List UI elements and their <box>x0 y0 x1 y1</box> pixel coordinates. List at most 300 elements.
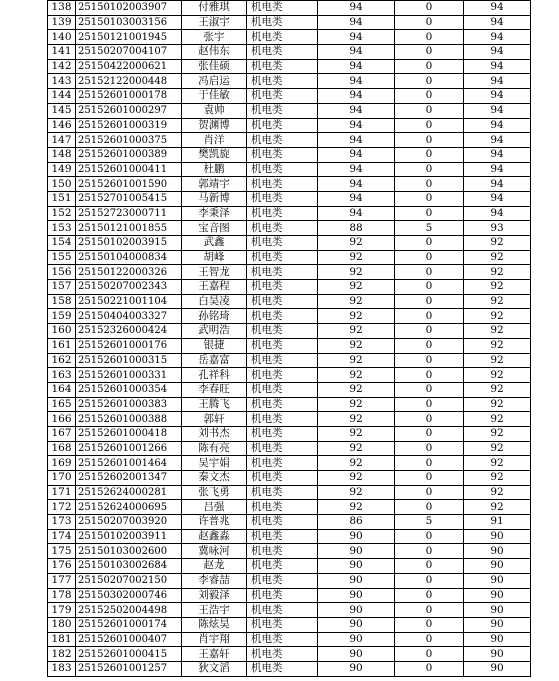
bonus-cell: 0 <box>395 147 464 162</box>
candidate-id-cell: 25150102003915 <box>76 236 182 251</box>
category-cell: 机电类 <box>247 265 318 280</box>
table-row <box>48 15 531 30</box>
score-cell: 92 <box>318 456 395 471</box>
score-cell: 92 <box>318 265 395 280</box>
category-cell: 机电类 <box>247 59 318 74</box>
candidate-id-cell: 25152601000418 <box>76 426 182 441</box>
total-cell: 90 <box>464 559 531 574</box>
total-cell: 94 <box>464 30 531 45</box>
category-cell: 机电类 <box>247 45 318 60</box>
bonus-cell: 0 <box>395 15 464 30</box>
category-cell: 机电类 <box>247 515 318 530</box>
bonus-cell: 0 <box>395 45 464 60</box>
candidate-name-cell: 李睿喆 <box>182 573 247 588</box>
category-cell: 机电类 <box>247 573 318 588</box>
candidate-id-cell: 25152601001590 <box>76 177 182 192</box>
candidate-name-cell: 冀咏河 <box>182 544 247 559</box>
candidate-id-cell: 25152601000174 <box>76 617 182 632</box>
table-row <box>48 500 531 515</box>
candidate-id-cell: 25152601000176 <box>76 338 182 353</box>
table-row <box>48 324 531 339</box>
table-row <box>48 147 531 162</box>
candidate-id-cell: 25152601001464 <box>76 456 182 471</box>
table-row <box>48 603 531 618</box>
candidate-id-cell: 25150103002600 <box>76 544 182 559</box>
total-cell: 94 <box>464 162 531 177</box>
category-cell: 机电类 <box>247 661 318 676</box>
bonus-cell: 0 <box>395 118 464 133</box>
bonus-cell: 0 <box>395 441 464 456</box>
candidate-name-cell: 王腾飞 <box>182 397 247 412</box>
row-number-cell: 145 <box>48 103 76 118</box>
total-cell: 94 <box>464 177 531 192</box>
candidate-name-cell: 于佳敏 <box>182 89 247 104</box>
table-row <box>48 647 531 662</box>
table-row <box>48 59 531 74</box>
candidate-id-cell: 25152601001266 <box>76 441 182 456</box>
table-row <box>48 632 531 647</box>
row-number-cell: 159 <box>48 309 76 324</box>
total-cell: 94 <box>464 74 531 89</box>
candidate-name-cell: 孙铭琦 <box>182 309 247 324</box>
row-number-cell: 177 <box>48 573 76 588</box>
score-cell: 88 <box>318 221 395 236</box>
total-cell: 92 <box>464 265 531 280</box>
category-cell: 机电类 <box>247 353 318 368</box>
row-number-cell: 143 <box>48 74 76 89</box>
total-cell: 94 <box>464 147 531 162</box>
score-cell: 94 <box>318 118 395 133</box>
candidate-id-cell: 25150104000834 <box>76 250 182 265</box>
total-cell: 92 <box>464 294 531 309</box>
candidate-name-cell: 宝音图 <box>182 221 247 236</box>
total-cell: 92 <box>464 485 531 500</box>
candidate-id-cell: 25150422000621 <box>76 59 182 74</box>
total-cell: 94 <box>464 133 531 148</box>
table-row <box>48 353 531 368</box>
candidate-name-cell: 肖洋 <box>182 133 247 148</box>
candidate-name-cell: 赵鑫淼 <box>182 529 247 544</box>
table-row <box>48 544 531 559</box>
row-number-cell: 165 <box>48 397 76 412</box>
category-cell: 机电类 <box>247 280 318 295</box>
category-cell: 机电类 <box>247 162 318 177</box>
bonus-cell: 0 <box>395 1 464 16</box>
row-number-cell: 163 <box>48 368 76 383</box>
total-cell: 92 <box>464 250 531 265</box>
total-cell: 92 <box>464 338 531 353</box>
score-cell: 94 <box>318 15 395 30</box>
category-cell: 机电类 <box>247 206 318 221</box>
table-row <box>48 74 531 89</box>
candidate-name-cell: 刘书杰 <box>182 426 247 441</box>
row-number-cell: 174 <box>48 529 76 544</box>
row-number-cell: 144 <box>48 89 76 104</box>
category-cell: 机电类 <box>247 1 318 16</box>
row-number-cell: 151 <box>48 191 76 206</box>
table-row <box>48 471 531 486</box>
row-number-cell: 173 <box>48 515 76 530</box>
bonus-cell: 0 <box>395 544 464 559</box>
candidate-name-cell: 李春旺 <box>182 382 247 397</box>
score-cell: 92 <box>318 382 395 397</box>
candidate-id-cell: 25150103003156 <box>76 15 182 30</box>
total-cell: 94 <box>464 118 531 133</box>
table-row <box>48 45 531 60</box>
row-number-cell: 150 <box>48 177 76 192</box>
candidate-name-cell: 王淑宇 <box>182 15 247 30</box>
bonus-cell: 0 <box>395 632 464 647</box>
row-number-cell: 157 <box>48 280 76 295</box>
candidate-id-cell: 25150221001104 <box>76 294 182 309</box>
candidate-id-cell: 25150121001855 <box>76 221 182 236</box>
score-cell: 92 <box>318 368 395 383</box>
category-cell: 机电类 <box>247 471 318 486</box>
row-number-cell: 180 <box>48 617 76 632</box>
total-cell: 92 <box>464 397 531 412</box>
category-cell: 机电类 <box>247 647 318 662</box>
bonus-cell: 0 <box>395 294 464 309</box>
score-cell: 92 <box>318 397 395 412</box>
candidate-name-cell: 王嘉程 <box>182 280 247 295</box>
bonus-cell: 0 <box>395 559 464 574</box>
score-cell: 90 <box>318 559 395 574</box>
candidate-name-cell: 张佳硕 <box>182 59 247 74</box>
category-cell: 机电类 <box>247 250 318 265</box>
row-number-cell: 158 <box>48 294 76 309</box>
score-cell: 92 <box>318 294 395 309</box>
candidate-id-cell: 25150207003920 <box>76 515 182 530</box>
total-cell: 92 <box>464 412 531 427</box>
candidate-id-cell: 25152601000375 <box>76 133 182 148</box>
candidate-id-cell: 25152601000178 <box>76 89 182 104</box>
bonus-cell: 0 <box>395 59 464 74</box>
score-cell: 92 <box>318 441 395 456</box>
table-row <box>48 294 531 309</box>
total-cell: 90 <box>464 661 531 676</box>
bonus-cell: 0 <box>395 500 464 515</box>
candidate-id-cell: 25150102003907 <box>76 1 182 16</box>
table-row <box>48 441 531 456</box>
candidate-id-cell: 25152624000695 <box>76 500 182 515</box>
total-cell: 92 <box>464 309 531 324</box>
bonus-cell: 0 <box>395 250 464 265</box>
category-cell: 机电类 <box>247 382 318 397</box>
score-cell: 90 <box>318 588 395 603</box>
candidate-name-cell: 赵伟东 <box>182 45 247 60</box>
table-row <box>48 191 531 206</box>
row-number-cell: 139 <box>48 15 76 30</box>
total-cell: 92 <box>464 441 531 456</box>
total-cell: 92 <box>464 280 531 295</box>
score-cell: 92 <box>318 471 395 486</box>
bonus-cell: 0 <box>395 573 464 588</box>
table-row <box>48 397 531 412</box>
category-cell: 机电类 <box>247 603 318 618</box>
candidate-id-cell: 25150121001945 <box>76 30 182 45</box>
candidate-id-cell: 25152601000297 <box>76 103 182 118</box>
row-number-cell: 179 <box>48 603 76 618</box>
table-row <box>48 103 531 118</box>
candidate-id-cell: 25150207002150 <box>76 573 182 588</box>
row-number-cell: 138 <box>48 1 76 16</box>
table-row <box>48 177 531 192</box>
bonus-cell: 0 <box>395 588 464 603</box>
score-cell: 90 <box>318 603 395 618</box>
bonus-cell: 0 <box>395 338 464 353</box>
score-cell: 90 <box>318 632 395 647</box>
table-row <box>48 485 531 500</box>
total-cell: 90 <box>464 632 531 647</box>
category-cell: 机电类 <box>247 177 318 192</box>
bonus-cell: 0 <box>395 324 464 339</box>
score-cell: 92 <box>318 324 395 339</box>
row-number-cell: 155 <box>48 250 76 265</box>
row-number-cell: 160 <box>48 324 76 339</box>
total-cell: 92 <box>464 368 531 383</box>
candidate-id-cell: 25152601000388 <box>76 412 182 427</box>
score-cell: 92 <box>318 353 395 368</box>
candidate-name-cell: 赵龙 <box>182 559 247 574</box>
candidate-id-cell: 25150103002684 <box>76 559 182 574</box>
candidate-name-cell: 张飞勇 <box>182 485 247 500</box>
total-cell: 90 <box>464 617 531 632</box>
category-cell: 机电类 <box>247 133 318 148</box>
total-cell: 92 <box>464 324 531 339</box>
table-row <box>48 559 531 574</box>
total-cell: 90 <box>464 588 531 603</box>
bonus-cell: 0 <box>395 162 464 177</box>
score-cell: 94 <box>318 206 395 221</box>
candidate-name-cell: 胡峰 <box>182 250 247 265</box>
candidate-name-cell: 狄文滔 <box>182 661 247 676</box>
row-number-cell: 153 <box>48 221 76 236</box>
bonus-cell: 0 <box>395 412 464 427</box>
category-cell: 机电类 <box>247 529 318 544</box>
row-number-cell: 156 <box>48 265 76 280</box>
candidate-id-cell: 25150404003327 <box>76 309 182 324</box>
category-cell: 机电类 <box>247 559 318 574</box>
table-row <box>48 412 531 427</box>
row-number-cell: 176 <box>48 559 76 574</box>
total-cell: 94 <box>464 103 531 118</box>
score-cell: 92 <box>318 485 395 500</box>
bonus-cell: 0 <box>395 456 464 471</box>
score-cell: 90 <box>318 544 395 559</box>
score-cell: 94 <box>318 162 395 177</box>
table-row <box>48 588 531 603</box>
bonus-cell: 0 <box>395 74 464 89</box>
candidate-name-cell: 郭靖宇 <box>182 177 247 192</box>
candidate-id-cell: 25150122000326 <box>76 265 182 280</box>
score-cell: 94 <box>318 133 395 148</box>
category-cell: 机电类 <box>247 456 318 471</box>
total-cell: 92 <box>464 426 531 441</box>
table-row <box>48 280 531 295</box>
category-cell: 机电类 <box>247 412 318 427</box>
row-number-cell: 147 <box>48 133 76 148</box>
candidate-name-cell: 刘毅泽 <box>182 588 247 603</box>
bonus-cell: 0 <box>395 485 464 500</box>
bonus-cell: 0 <box>395 353 464 368</box>
bonus-cell: 0 <box>395 177 464 192</box>
score-cell: 92 <box>318 338 395 353</box>
table-row <box>48 118 531 133</box>
candidate-name-cell: 武鑫 <box>182 236 247 251</box>
row-number-cell: 181 <box>48 632 76 647</box>
table-row <box>48 529 531 544</box>
table-row <box>48 30 531 45</box>
score-table-container <box>47 0 531 677</box>
candidate-id-cell: 25150207004107 <box>76 45 182 60</box>
row-number-cell: 154 <box>48 236 76 251</box>
candidate-name-cell: 樊凯旋 <box>182 147 247 162</box>
table-row <box>48 221 531 236</box>
category-cell: 机电类 <box>247 426 318 441</box>
category-cell: 机电类 <box>247 294 318 309</box>
candidate-name-cell: 秦文杰 <box>182 471 247 486</box>
total-cell: 94 <box>464 45 531 60</box>
candidate-id-cell: 25150207002343 <box>76 280 182 295</box>
total-cell: 92 <box>464 353 531 368</box>
total-cell: 92 <box>464 471 531 486</box>
category-cell: 机电类 <box>247 617 318 632</box>
score-cell: 94 <box>318 30 395 45</box>
score-cell: 92 <box>318 280 395 295</box>
row-number-cell: 168 <box>48 441 76 456</box>
bonus-cell: 0 <box>395 382 464 397</box>
row-number-cell: 166 <box>48 412 76 427</box>
candidate-name-cell: 郭轩 <box>182 412 247 427</box>
score-cell: 94 <box>318 103 395 118</box>
bonus-cell: 0 <box>395 397 464 412</box>
bonus-cell: 5 <box>395 221 464 236</box>
bonus-cell: 0 <box>395 265 464 280</box>
score-cell: 90 <box>318 617 395 632</box>
score-cell: 94 <box>318 191 395 206</box>
table-row <box>48 382 531 397</box>
total-cell: 90 <box>464 529 531 544</box>
total-cell: 90 <box>464 573 531 588</box>
bonus-cell: 0 <box>395 471 464 486</box>
candidate-name-cell: 贺渊博 <box>182 118 247 133</box>
table-row <box>48 206 531 221</box>
row-number-cell: 170 <box>48 471 76 486</box>
category-cell: 机电类 <box>247 191 318 206</box>
candidate-id-cell: 25152601000319 <box>76 118 182 133</box>
row-number-cell: 152 <box>48 206 76 221</box>
category-cell: 机电类 <box>247 544 318 559</box>
table-row <box>48 426 531 441</box>
row-number-cell: 175 <box>48 544 76 559</box>
candidate-name-cell: 冯启运 <box>182 74 247 89</box>
bonus-cell: 0 <box>395 647 464 662</box>
score-cell: 90 <box>318 529 395 544</box>
candidate-id-cell: 25152602001347 <box>76 471 182 486</box>
candidate-name-cell: 许普兆 <box>182 515 247 530</box>
score-cell: 92 <box>318 250 395 265</box>
candidate-id-cell: 25152601000411 <box>76 162 182 177</box>
candidate-name-cell: 银捷 <box>182 338 247 353</box>
candidate-id-cell: 25152601000389 <box>76 147 182 162</box>
score-cell: 94 <box>318 59 395 74</box>
score-cell: 92 <box>318 412 395 427</box>
row-number-cell: 149 <box>48 162 76 177</box>
candidate-name-cell: 王浩宇 <box>182 603 247 618</box>
table-row <box>48 309 531 324</box>
candidate-name-cell: 岳嘉富 <box>182 353 247 368</box>
total-cell: 92 <box>464 456 531 471</box>
candidate-id-cell: 25152624000281 <box>76 485 182 500</box>
row-number-cell: 164 <box>48 382 76 397</box>
table-row <box>48 89 531 104</box>
score-cell: 94 <box>318 45 395 60</box>
category-cell: 机电类 <box>247 368 318 383</box>
score-table <box>47 0 531 677</box>
table-row <box>48 338 531 353</box>
row-number-cell: 172 <box>48 500 76 515</box>
category-cell: 机电类 <box>247 118 318 133</box>
score-cell: 92 <box>318 309 395 324</box>
total-cell: 92 <box>464 500 531 515</box>
row-number-cell: 161 <box>48 338 76 353</box>
bonus-cell: 0 <box>395 426 464 441</box>
total-cell: 90 <box>464 603 531 618</box>
bonus-cell: 0 <box>395 368 464 383</box>
candidate-name-cell: 马新博 <box>182 191 247 206</box>
candidate-id-cell: 25152502004498 <box>76 603 182 618</box>
candidate-name-cell: 张宇 <box>182 30 247 45</box>
bonus-cell: 0 <box>395 30 464 45</box>
category-cell: 机电类 <box>247 89 318 104</box>
score-cell: 92 <box>318 236 395 251</box>
bonus-cell: 0 <box>395 191 464 206</box>
total-cell: 93 <box>464 221 531 236</box>
table-row <box>48 617 531 632</box>
bonus-cell: 0 <box>395 206 464 221</box>
score-cell: 90 <box>318 647 395 662</box>
total-cell: 90 <box>464 647 531 662</box>
total-cell: 92 <box>464 236 531 251</box>
total-cell: 90 <box>464 544 531 559</box>
table-row <box>48 162 531 177</box>
table-row <box>48 456 531 471</box>
bonus-cell: 0 <box>395 617 464 632</box>
table-row <box>48 133 531 148</box>
candidate-name-cell: 吕强 <box>182 500 247 515</box>
candidate-id-cell: 25150102003911 <box>76 529 182 544</box>
candidate-name-cell: 武明浩 <box>182 324 247 339</box>
category-cell: 机电类 <box>247 397 318 412</box>
score-cell: 94 <box>318 89 395 104</box>
candidate-id-cell: 25150302000746 <box>76 588 182 603</box>
bonus-cell: 5 <box>395 515 464 530</box>
score-cell: 92 <box>318 500 395 515</box>
table-row <box>48 1 531 16</box>
candidate-id-cell: 25152601000331 <box>76 368 182 383</box>
candidate-name-cell: 王嘉轩 <box>182 647 247 662</box>
score-cell: 94 <box>318 177 395 192</box>
candidate-name-cell: 吴宇娟 <box>182 456 247 471</box>
row-number-cell: 183 <box>48 661 76 676</box>
category-cell: 机电类 <box>247 485 318 500</box>
row-number-cell: 169 <box>48 456 76 471</box>
row-number-cell: 162 <box>48 353 76 368</box>
candidate-name-cell: 陈炫昊 <box>182 617 247 632</box>
category-cell: 机电类 <box>247 103 318 118</box>
bonus-cell: 0 <box>395 309 464 324</box>
row-number-cell: 142 <box>48 59 76 74</box>
